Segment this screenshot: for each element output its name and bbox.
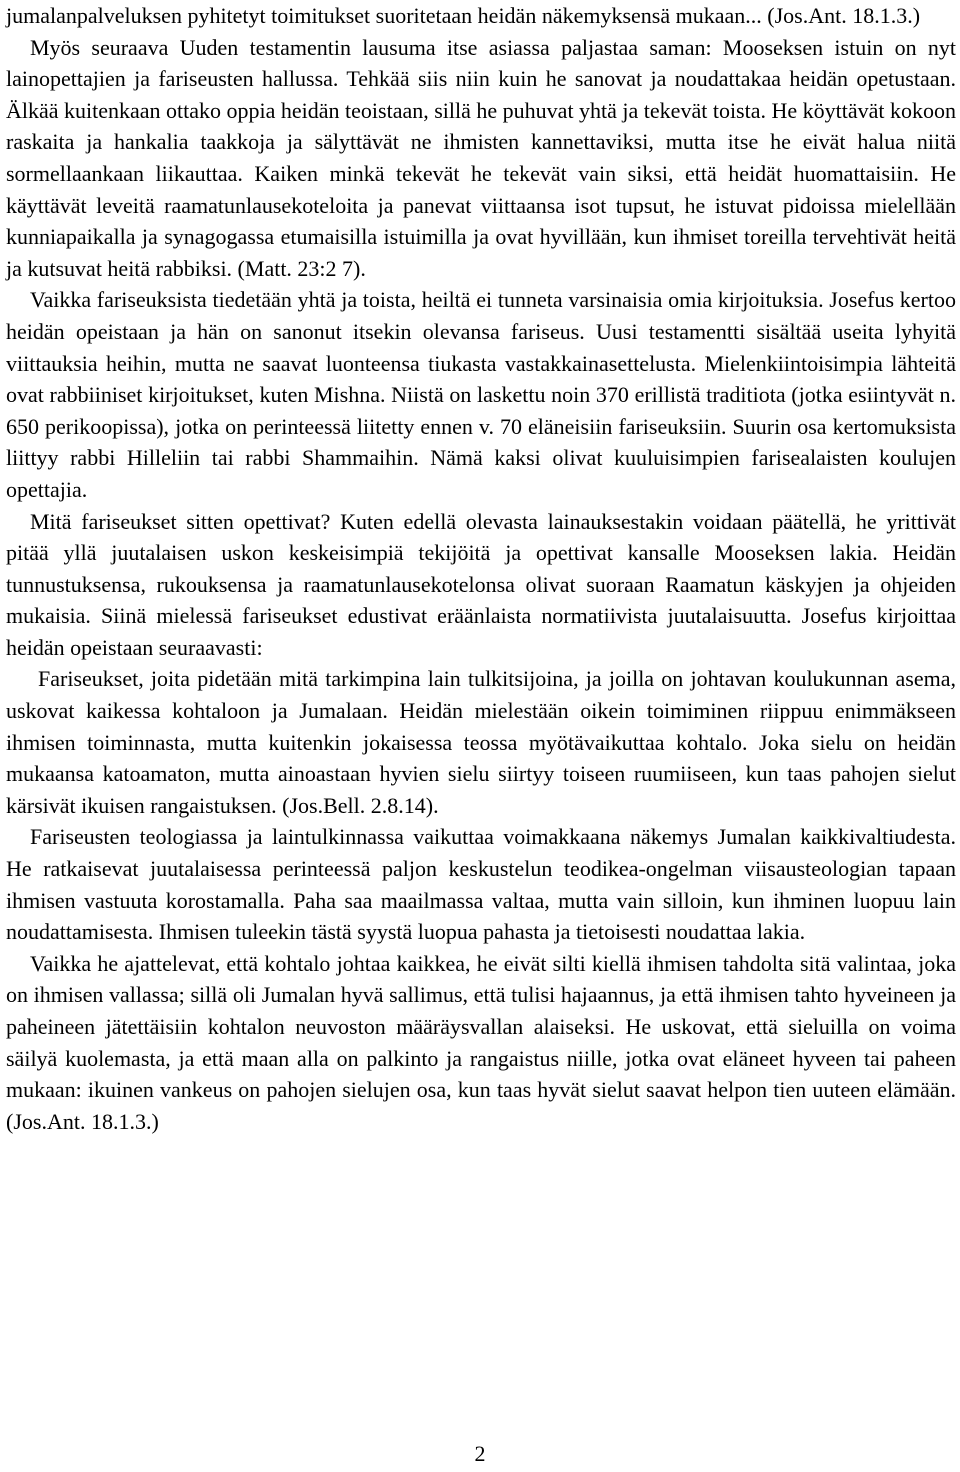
page-number: 2 [474, 1441, 486, 1466]
paragraph-teachings: Mitä fariseukset sitten opettivat? Kuten edellä olevasta lainauksestakin voidaan päätellä, he yrittivät pitää yllä juutalaisen uskon keskeisimpiä tekijöitä ja opettivat kansalle Mooseksen lakia. Heidän tunnustuksensa, rukouksensa ja raamatunlausekotelonsa olivat suoraan Raamatun käskyjen ja ohjeiden mukaisia. Siinä mielessä fariseukset edustivat eräänlaista normatiivista juutalaisuutta. Josefus kirjoittaa heidän opeistaan seuraavasti: [6, 508, 956, 660]
paragraph-josephus-quote: Fariseukset, joita pidetään mitä tarkimpina lain tulkitsijoina, ja joilla on johtavan koulukunnan asema, uskovat kaikessa kohtaloon ja Jumalaan. Heidän mielestään oikein toimiminen riippuu enimmäkseen ihmisen toiminnasta, mutta kuitenkin jokaisessa teossa myötävaikuttaa kohtalo. Joka sielu on heidän mukaansa katoamaton, mutta ainoastaan hyvien sielu siirtyy toiseen ruumiiseen, kun taas pahojen sielut kärsivät ikuisen rangaistuksen. (Jos.Bell. 2.8.14). [6, 666, 956, 818]
document-page [6, 0, 956, 1137]
paragraph-fate-quote: Vaikka he ajattelevat, että kohtalo johtaa kaikkea, he eivät silti kiellä ihmisen tahdolta sitä valintaa, joka on ihmisen vallassa; sillä oli Jumalan hyvä sallimus, että tulisi hajaannus, ja että ihmisen tahto hyveineen ja paheineen jätettäisiin kohtalon neuvoston määräysvallan alaiseksi. He uskovat, että sieluilla on voima säilyä kuolemasta, ja että maan alla on palkinto ja rangaistus niille, jotka ovat eläneet hyveen tai paheen mukaan: ikuinen vankeus on pahojen sielujen osa, kun taas hyvät sielut saavat helpon tien uuteen elämään. (Jos.Ant. 18.1.3.) [6, 950, 956, 1134]
paragraph-matthew-quote: Myös seuraava Uuden testamentin lausuma itse asiassa paljastaa saman: Mooseksen istuin on nyt lainopettajien ja fariseusten hallussa. Tehkää siis niin kuin he sanovat ja noudattakaa heidän opetustaan. Älkää kuitenkaan ottako oppia heidän teoistaan, sillä he puhuvat yhtä ja tekevät toista. He köyttävät kokoon raskaita ja hankalia taakkoja ja sälyttävät ne ihmisten kannettaviksi, mutta itse he eivät halua niitä sormellaankaan liikauttaa. Kaiken minkä tekevät he tekevät vain siksi, että heidät huomattaisiin. He käyttävät leveitä raamatunlausekoteloita ja panevat viittaansa isot tupsut, he istuvat pidoissa mielellään kunniapaikalla ja synagogassa etumaisilla istuimilla ja ovat hyvillään, kun ihmiset toreilla tervehtivät heitä ja kutsuvat heitä rabbiksi. (Matt. 23:2 7). [6, 34, 957, 281]
paragraph-continuation: jumalanpalveluksen pyhitetyt toimitukset suoritetaan heidän näkemyksensä mukaan... (Jos.Ant. 18.1.3.) [6, 3, 921, 28]
paragraph-theology: Fariseusten teologiassa ja laintulkinnassa vaikuttaa voimakkaana näkemys Jumalan kaikkivaltiudesta. He ratkaisevat juutalaisessa perinteessä paljon keskustelun teodikea-ongelman viisausteologian tapaan ihmisen vastuuta korostamalla. Paha saa maailmassa valtaa, mutta vain silloin, kun ihminen luopuu lain noudattamisesta. Ihmisen tuleekin tästä syystä luopua pahasta ja tietoisesti noudattaa lakia. [6, 824, 956, 945]
paragraph-sources: Vaikka fariseuksista tiedetään yhtä ja toista, heiltä ei tunneta varsinaisia omia kirjoituksia. Josefus kertoo heidän opeistaan ja hän on sanonut itsekin olevansa fariseus. Uusi testamentti sisältää useita lyhyitä viittauksia heihin, mutta ne saavat luonteensa tiukasta vastakkainasettelusta. Mielenkiintoisimpia lähteitä ovat rabbiiniset kirjoitukset, kuten Mishna. Niistä on laskettu noin 370 erillistä traditiota (jotka esiintyvät n. 650 perikoopissa), jotka on perinteessä liitetty ennen v. 70 eläneisiin fariseuksiin. Suurin osa kertomuksista liittyy rabbi Hilleliin tai rabbi Shammaihin. Nämä kaksi olivat kuuluisimpien farisealaisten koulujen opettajia. [6, 287, 956, 502]
